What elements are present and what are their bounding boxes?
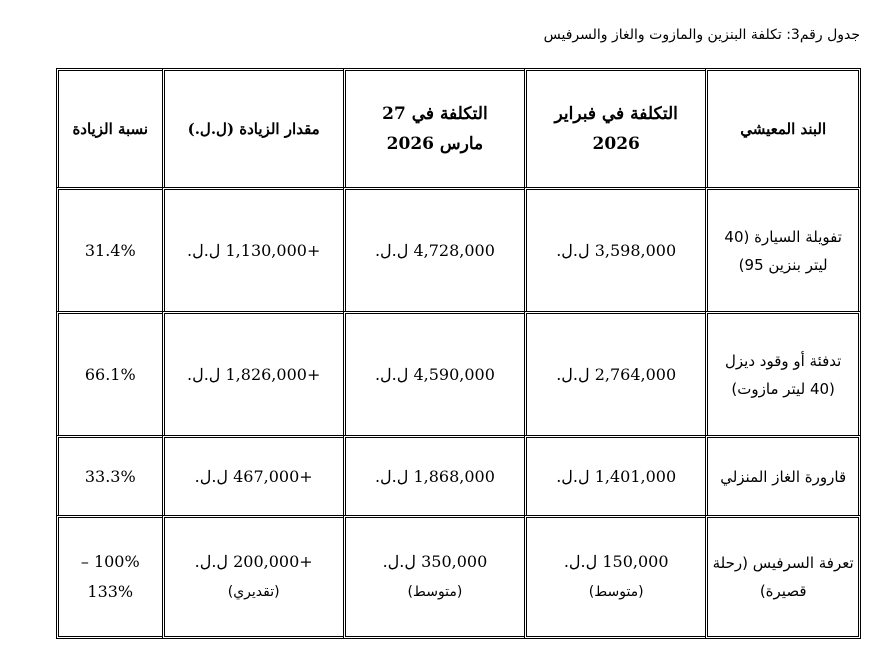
header-feb-line1: التكلفة في فبراير bbox=[554, 104, 678, 124]
table-header-row bbox=[56, 68, 861, 187]
header-mar-line2: مارس 2026 bbox=[386, 134, 484, 154]
feb-cost-cell: 1,401,000 ل.ل. bbox=[524, 435, 705, 515]
table-row bbox=[56, 187, 861, 311]
percent-cell: 31.4% bbox=[56, 187, 162, 311]
table-row bbox=[56, 515, 861, 639]
table-caption: جدول رقم3: تكلفة البنزين والمازوت والغاز والسرفيس bbox=[543, 27, 860, 43]
increase-value: +200,000 ل.ل. bbox=[194, 552, 313, 571]
header-feb-line2: 2026 bbox=[592, 134, 640, 154]
increase-cell: +1,130,000 ل.ل. bbox=[162, 187, 343, 311]
feb-cost-cell: 3,598,000 ل.ل. bbox=[524, 187, 705, 311]
row-item-cell bbox=[705, 515, 861, 639]
feb-cost-note: (متوسط) bbox=[588, 584, 644, 600]
mar-cost-cell bbox=[343, 515, 524, 639]
increase-cell bbox=[162, 515, 343, 639]
table-row bbox=[56, 311, 861, 435]
row-item-cell bbox=[705, 187, 861, 311]
header-percent: نسبة الزيادة bbox=[56, 68, 162, 187]
percent-line1: 100% – bbox=[80, 552, 140, 571]
mar-cost-cell: 4,590,000 ل.ل. bbox=[343, 311, 524, 435]
table-row bbox=[56, 435, 861, 515]
feb-cost-cell bbox=[524, 515, 705, 639]
item-line2: ليتر بنزين 95) bbox=[738, 255, 828, 274]
header-increase: مقدار الزيادة (ل.ل.) bbox=[162, 68, 343, 187]
mar-cost-value: 350,000 ل.ل. bbox=[382, 552, 488, 571]
percent-cell: 66.1% bbox=[56, 311, 162, 435]
header-item: البند المعيشي bbox=[705, 68, 861, 187]
increase-cell: +467,000 ل.ل. bbox=[162, 435, 343, 515]
percent-line2: 133% bbox=[87, 582, 134, 601]
header-mar-cost bbox=[343, 68, 524, 187]
percent-cell: 33.3% bbox=[56, 435, 162, 515]
mar-cost-cell: 1,868,000 ل.ل. bbox=[343, 435, 524, 515]
increase-note: (تقديري) bbox=[227, 584, 280, 600]
mar-cost-note: (متوسط) bbox=[407, 584, 463, 600]
mar-cost-cell: 4,728,000 ل.ل. bbox=[343, 187, 524, 311]
item-line2: قصيرة) bbox=[759, 582, 807, 600]
item-line2: (40 ليتر مازوت) bbox=[731, 379, 835, 398]
item-line1: تدفئة أو وقود ديزل bbox=[724, 351, 842, 370]
item-line1: تعرفة السرفيس (رحلة bbox=[712, 554, 854, 572]
item-line1: تفويلة السيارة (40 bbox=[724, 227, 842, 246]
increase-cell: +1,826,000 ل.ل. bbox=[162, 311, 343, 435]
item-line1: قارورة الغاز المنزلي bbox=[720, 467, 847, 486]
cost-table bbox=[56, 68, 861, 639]
row-item-cell bbox=[705, 435, 861, 515]
percent-cell bbox=[56, 515, 162, 639]
feb-cost-cell: 2,764,000 ل.ل. bbox=[524, 311, 705, 435]
row-item-cell bbox=[705, 311, 861, 435]
header-mar-line1: التكلفة في 27 bbox=[382, 104, 488, 124]
feb-cost-value: 150,000 ل.ل. bbox=[563, 552, 669, 571]
header-feb-cost bbox=[524, 68, 705, 187]
